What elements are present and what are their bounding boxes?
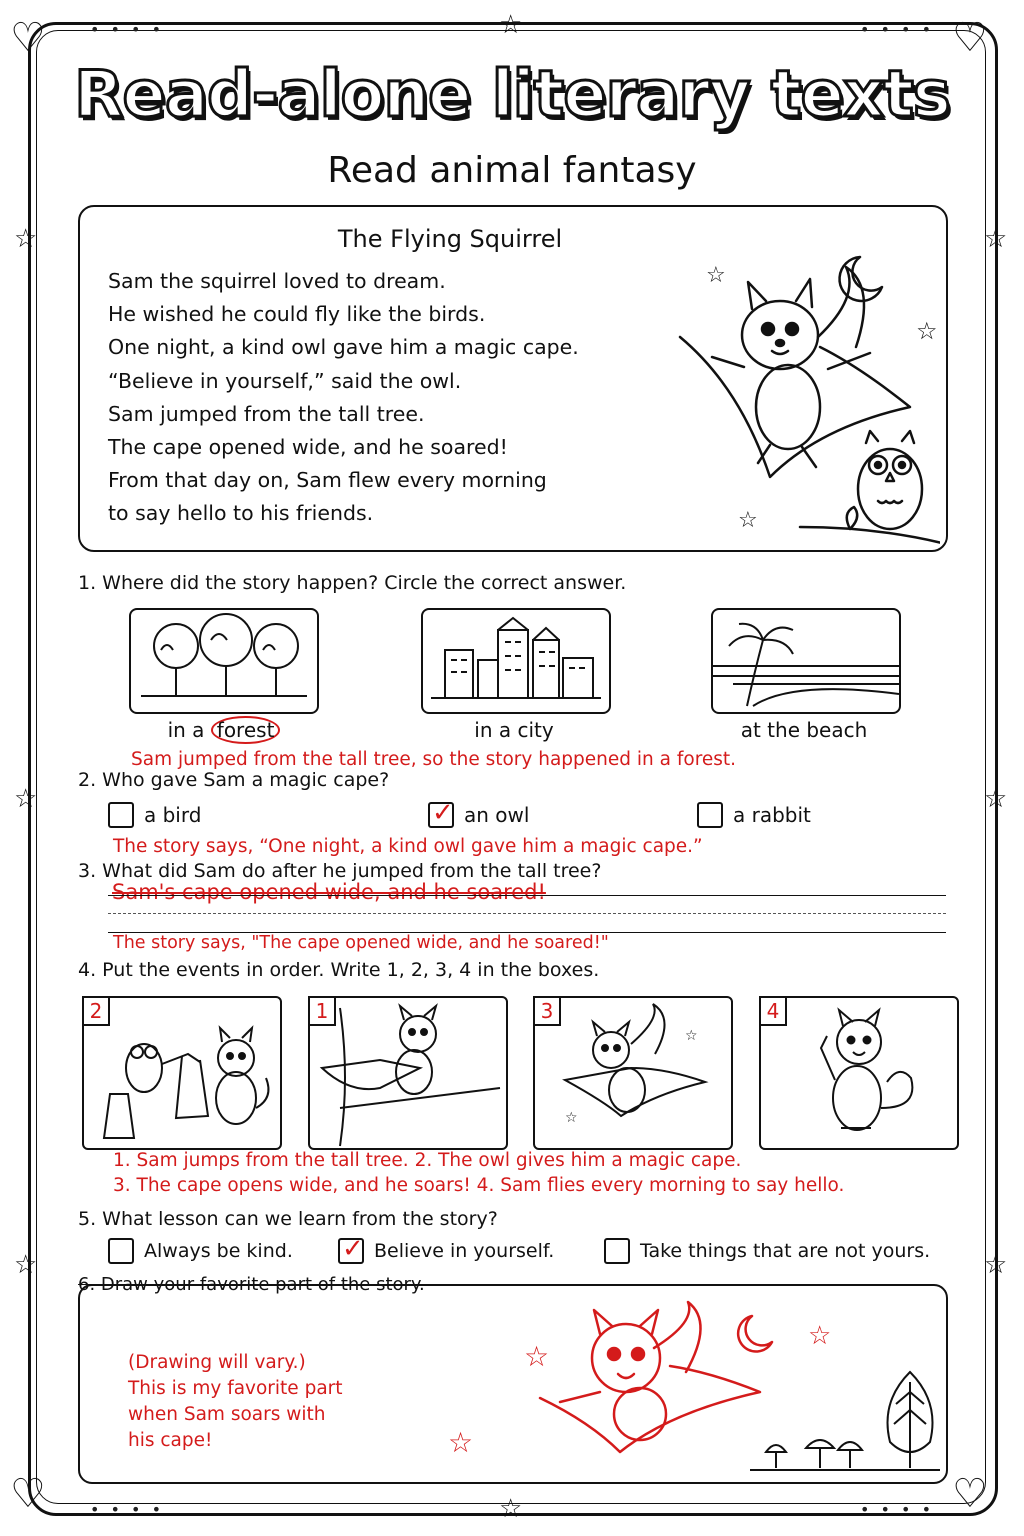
svg-text:☆: ☆	[524, 1340, 550, 1373]
star-icon: ☆	[14, 1250, 38, 1280]
story-text	[108, 265, 579, 531]
drawing-caption-line: when Sam soars with	[128, 1404, 326, 1425]
question-5: 5. What lesson can we learn from the story?	[78, 1208, 498, 1230]
option-a-bird[interactable]	[108, 802, 201, 828]
q3-answer-note: The story says, "The cape opened wide, and he soared!"	[113, 933, 609, 953]
option-take-things[interactable]	[604, 1238, 930, 1264]
choice-forest-prefix: in a	[167, 718, 211, 742]
checkbox[interactable]	[108, 1238, 134, 1264]
question-6: 6. Draw your favorite part of the story.	[78, 1274, 425, 1295]
option-always-be-kind[interactable]	[108, 1238, 293, 1264]
choice-forest[interactable]	[124, 718, 324, 742]
story-line: “Believe in yourself,” said the owl.	[108, 368, 462, 393]
flying-squirrel-illustration	[620, 227, 940, 547]
drawing-area[interactable]	[78, 1284, 948, 1484]
heart-icon: ♡	[10, 1471, 46, 1517]
q3-written-answer[interactable]: Sam's cape opened wide, and he soared!	[112, 880, 546, 904]
q4-answer-line-1: 1. Sam jumps from the tall tree. 2. The owl gives him a magic cape.	[113, 1150, 742, 1171]
event-panel-sam-soars	[533, 996, 733, 1150]
option-an-owl[interactable]	[428, 802, 529, 828]
answer-line-dashed	[108, 913, 946, 914]
svg-text:☆: ☆	[916, 317, 938, 345]
page-title: Read-alone literary texts	[74, 58, 950, 132]
checkbox-checked[interactable]	[338, 1238, 364, 1264]
order-number-box[interactable]: 1	[308, 996, 336, 1026]
beach-picture	[711, 608, 901, 714]
circled-answer: forest	[211, 716, 281, 744]
drawing-caption-line: (Drawing will vary.)	[128, 1352, 306, 1373]
checkbox[interactable]	[108, 802, 134, 828]
order-number-box[interactable]: 3	[533, 996, 561, 1026]
story-line: One night, a kind owl gave him a magic cape.	[108, 335, 579, 360]
checkbox[interactable]	[604, 1238, 630, 1264]
story-line: He wished he could fly like the birds.	[108, 302, 486, 327]
option-label: Always be kind.	[144, 1240, 293, 1262]
star-icon: ☆	[499, 10, 523, 40]
star-icon: ☆	[984, 1250, 1008, 1280]
option-a-rabbit[interactable]	[697, 802, 811, 828]
page-subtitle: Read animal fantasy	[327, 150, 697, 191]
drawing-caption-line: This is my favorite part	[128, 1378, 343, 1399]
sam-waves-illustration	[761, 998, 957, 1148]
svg-text:☆: ☆	[738, 508, 758, 533]
option-label: a bird	[144, 803, 202, 827]
order-number-box[interactable]: 2	[82, 996, 110, 1026]
owl-gives-cape-illustration	[84, 998, 280, 1148]
question-4: 4. Put the events in order. Write 1, 2, 3, 4 in the boxes.	[78, 959, 600, 981]
q2-answer-note: The story says, “One night, a kind owl gave him a magic cape.”	[113, 836, 703, 857]
question-2: 2. Who gave Sam a magic cape?	[78, 769, 390, 791]
forest-picture	[129, 608, 319, 714]
star-icon: ☆	[499, 1494, 523, 1524]
story-box	[78, 205, 948, 552]
heart-icon: ♡	[952, 15, 988, 61]
story-line: Sam jumped from the tall tree.	[108, 401, 425, 426]
svg-text:☆: ☆	[685, 1028, 698, 1044]
svg-text:☆: ☆	[808, 1321, 832, 1351]
svg-text:☆: ☆	[448, 1426, 474, 1459]
q4-answer-line-2: 3. The cape opens wide, and he soars! 4. Sam flies every morning to say hello.	[113, 1175, 845, 1196]
checkbox[interactable]	[697, 802, 723, 828]
choice-beach[interactable]: at the beach	[740, 718, 868, 742]
option-label: a rabbit	[733, 803, 811, 827]
event-panel-sam-jumps	[308, 996, 508, 1150]
dots-decoration: • • • •	[90, 1500, 165, 1519]
star-icon: ☆	[14, 224, 38, 254]
question-1: 1. Where did the story happen? Circle the correct answer.	[78, 572, 627, 594]
svg-text:☆: ☆	[565, 1110, 578, 1126]
event-panel-sam-says-hello	[759, 996, 959, 1150]
option-label: Take things that are not yours.	[640, 1240, 931, 1262]
star-icon: ☆	[14, 784, 38, 814]
drawing-caption-line: his cape!	[128, 1430, 213, 1451]
order-number-box[interactable]: 4	[759, 996, 787, 1026]
star-icon: ☆	[984, 784, 1008, 814]
option-label: Believe in yourself.	[374, 1240, 555, 1262]
option-label: an owl	[464, 803, 530, 827]
story-line: From that day on, Sam flew every morning	[108, 468, 547, 493]
answer-line	[108, 895, 946, 896]
star-icon: ☆	[984, 224, 1008, 254]
story-title: The Flying Squirrel	[337, 225, 563, 253]
option-believe-in-yourself[interactable]	[338, 1238, 554, 1264]
dots-decoration: • • • •	[860, 1500, 935, 1519]
checkbox-checked[interactable]	[428, 802, 454, 828]
student-drawing	[440, 1292, 940, 1476]
story-line: Sam the squirrel loved to dream.	[108, 269, 446, 293]
story-line: The cape opened wide, and he soared!	[108, 434, 508, 459]
question-3: 3. What did Sam do after he jumped from the tall tree?	[78, 860, 602, 882]
choice-city[interactable]: in a city	[474, 718, 554, 742]
story-line: to say hello to his friends.	[108, 501, 374, 526]
drawing-caption	[128, 1350, 343, 1454]
sam-soars-illustration	[535, 998, 731, 1148]
event-panel-owl-gives-cape	[82, 996, 282, 1150]
dots-decoration: • • • •	[860, 20, 935, 39]
city-picture	[421, 608, 611, 714]
q1-answer-note: Sam jumped from the tall tree, so the story happened in a forest.	[131, 749, 737, 770]
heart-icon: ♡	[10, 15, 46, 61]
svg-text:☆: ☆	[706, 263, 726, 288]
sam-jumps-illustration	[310, 998, 506, 1148]
heart-icon: ♡	[952, 1471, 988, 1517]
dots-decoration: • • • •	[90, 20, 165, 39]
